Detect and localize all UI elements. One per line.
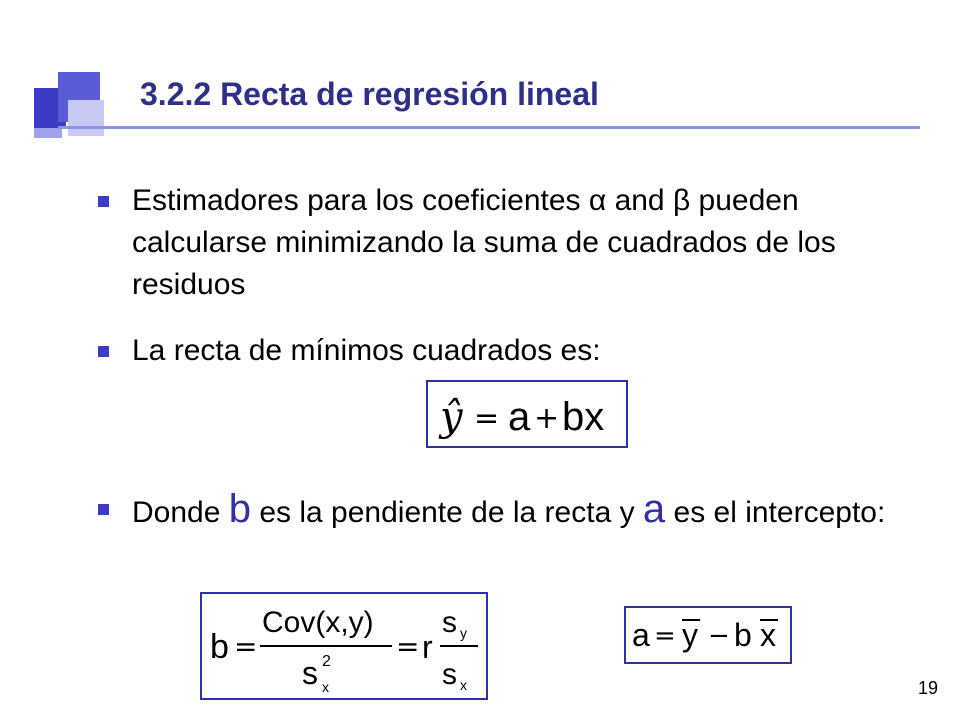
intercept-minus: − (708, 621, 730, 651)
title-underline (58, 126, 920, 129)
bullet-text-pre: Donde (132, 496, 229, 529)
slope-equals-2: = (396, 630, 420, 663)
bullet-text: La recta de mínimos cuadrados es: (132, 334, 601, 367)
bullet-text: Estimadores para los coeficientes α and β pueden calcularse minimizando la suma de cuadrados de los residuos (132, 184, 836, 301)
slope-b: b (210, 628, 229, 666)
slope-numerator: Cov(x,y) (262, 606, 374, 639)
formula-intercept-svg (626, 608, 790, 662)
formula-yhat: ŷ (440, 394, 463, 440)
intercept-x: x (760, 617, 776, 653)
page-number: 19 (917, 678, 938, 698)
formula-plus: + (534, 401, 560, 436)
slope-sy-sub: y (460, 625, 467, 641)
formula-slope (200, 592, 488, 700)
slope-sy: s (442, 606, 457, 639)
intercept-b: b (734, 617, 752, 653)
bullet-donde (98, 488, 912, 534)
bullet-recta (98, 330, 912, 372)
formula-equals: = (474, 401, 500, 436)
formula-regression-line (426, 380, 628, 448)
slide-title: 3.2.2 Recta de regresión lineal (140, 76, 599, 112)
bullet-marker (98, 196, 109, 207)
formula-a: a (508, 395, 531, 439)
slope-denominator-sup: 2 (322, 653, 331, 670)
formula-intercept (624, 606, 792, 664)
slope-r: r (422, 629, 433, 665)
formula-bx: bx (562, 395, 605, 439)
decor-square-light (68, 100, 104, 136)
bullet-text-b: b (228, 487, 251, 531)
intercept-y: y (682, 617, 698, 653)
bullet-text-a: a (642, 487, 666, 531)
bullet-marker (98, 346, 109, 357)
formula-slope-svg (202, 594, 486, 698)
intercept-a: a (632, 617, 650, 653)
bullet-text-mid: es la pendiente de la recta y (251, 496, 643, 529)
slope-equals-1: = (234, 630, 258, 663)
slope-sx-sub: x (460, 677, 467, 693)
slope-sx: s (442, 658, 457, 691)
bullet-text-post: es el intercepto: (665, 496, 886, 529)
slope-denominator-sub: x (322, 679, 329, 695)
bullet-estimadores (98, 180, 912, 306)
bullet-marker (98, 504, 109, 515)
formula-regression-svg (428, 382, 626, 446)
slope-denominator-s: s (302, 655, 318, 691)
intercept-equals: = (654, 621, 676, 651)
